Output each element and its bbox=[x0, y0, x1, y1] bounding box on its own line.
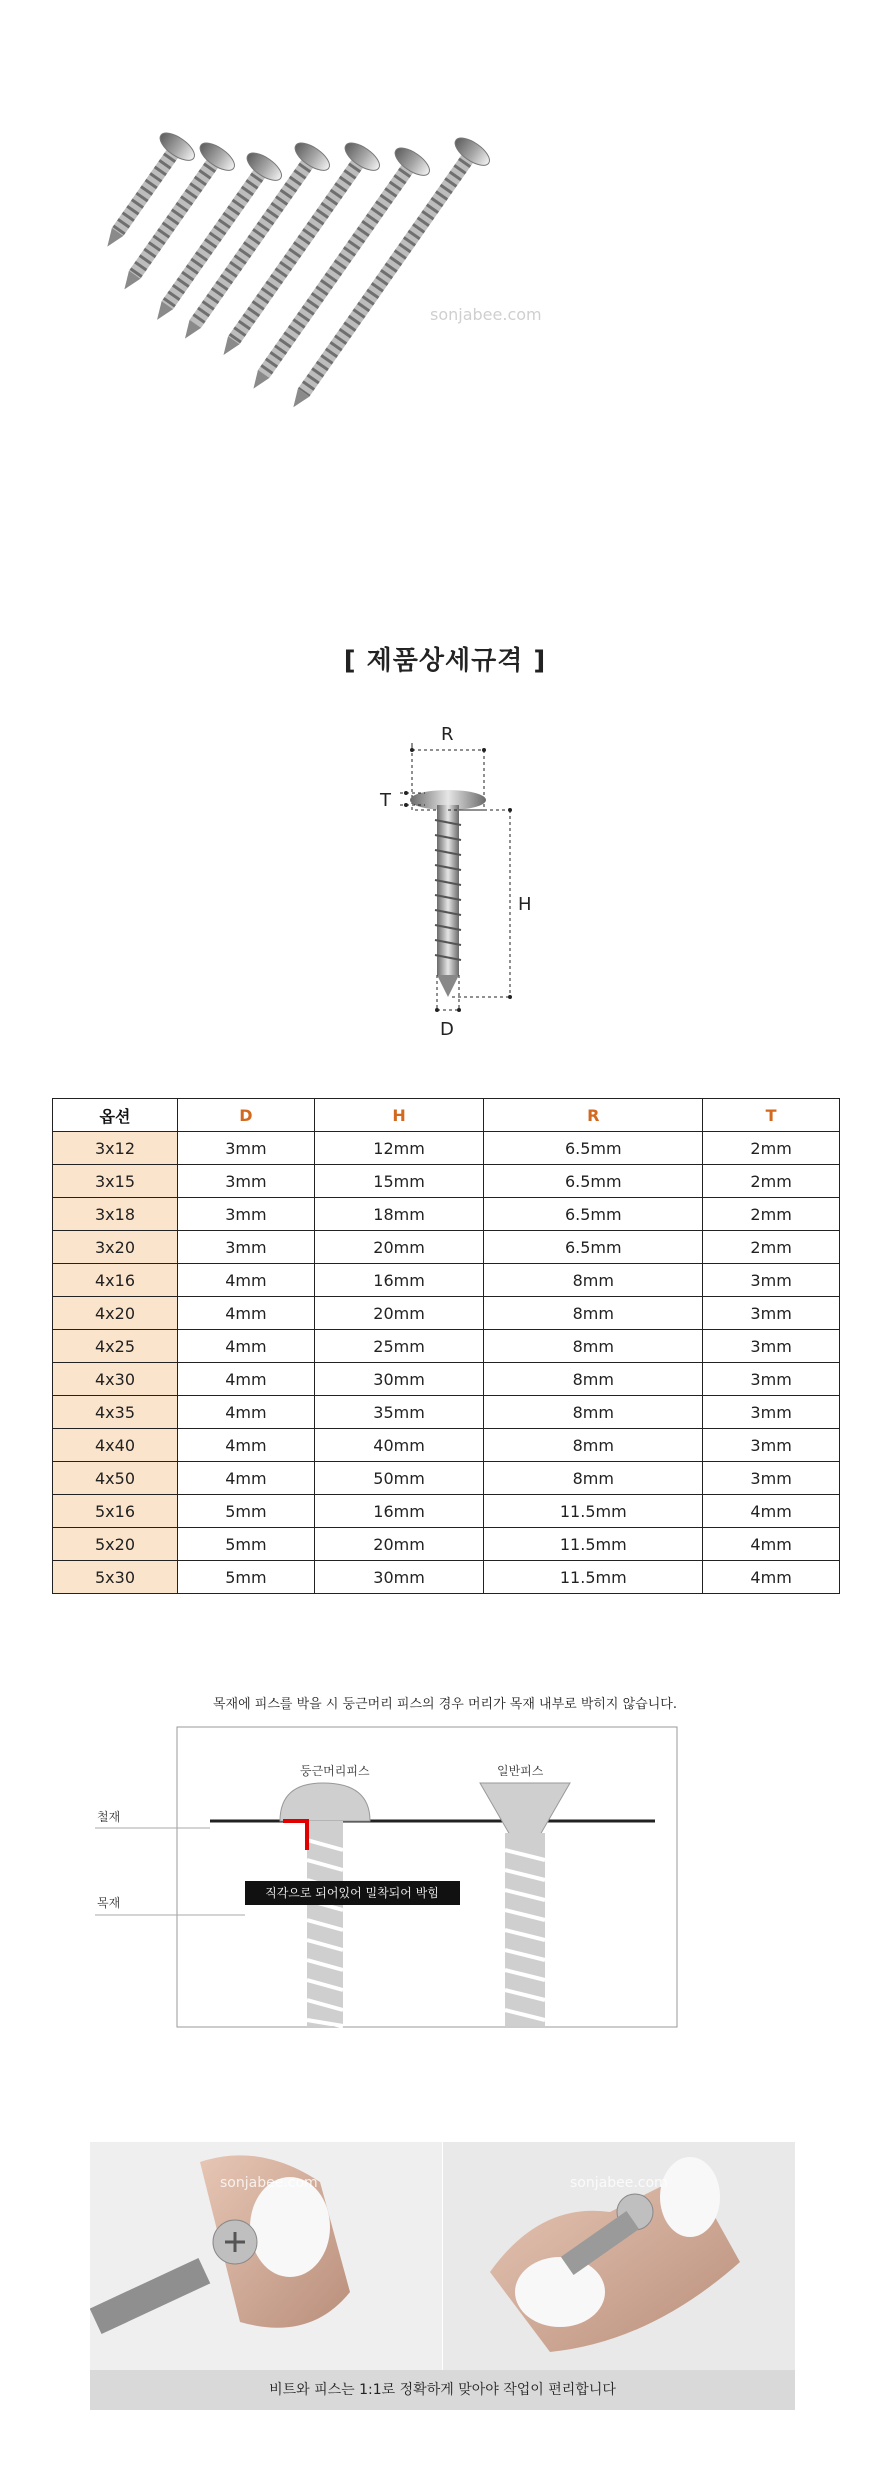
table-row bbox=[53, 1462, 840, 1495]
option-cell: 4x30 bbox=[53, 1363, 178, 1396]
value-cell: 18mm bbox=[314, 1198, 484, 1231]
value-cell: 3mm bbox=[178, 1231, 315, 1264]
section-title: [ 제품상세규격 ] bbox=[343, 646, 547, 676]
value-cell: 6.5mm bbox=[484, 1132, 703, 1165]
spec-dimension-diagram bbox=[340, 725, 550, 1045]
value-cell: 3mm bbox=[703, 1396, 840, 1429]
option-cell: 4x16 bbox=[53, 1264, 178, 1297]
option-cell: 4x35 bbox=[53, 1396, 178, 1429]
value-cell: 16mm bbox=[314, 1264, 484, 1297]
value-cell: 11.5mm bbox=[484, 1495, 703, 1528]
table-row bbox=[53, 1396, 840, 1429]
table-row bbox=[53, 1231, 840, 1264]
table-row bbox=[53, 1198, 840, 1231]
steel-label: 철재 bbox=[97, 1810, 121, 1824]
value-cell: 2mm bbox=[703, 1132, 840, 1165]
option-cell: 5x30 bbox=[53, 1561, 178, 1594]
header-r: R bbox=[484, 1099, 703, 1132]
screw-image bbox=[91, 128, 199, 258]
label-t: T bbox=[380, 790, 391, 811]
table-row bbox=[53, 1528, 840, 1561]
value-cell: 8mm bbox=[484, 1264, 703, 1297]
header-t: T bbox=[703, 1099, 840, 1132]
screw-image bbox=[237, 143, 434, 400]
value-cell: 2mm bbox=[703, 1231, 840, 1264]
value-cell: 6.5mm bbox=[484, 1198, 703, 1231]
photo-caption: 비트와 피스는 1:1로 정확하게 맞아야 작업이 편리합니다 bbox=[90, 2370, 795, 2410]
value-cell: 8mm bbox=[484, 1462, 703, 1495]
option-cell: 4x50 bbox=[53, 1462, 178, 1495]
value-cell: 3mm bbox=[703, 1264, 840, 1297]
value-cell: 8mm bbox=[484, 1330, 703, 1363]
value-cell: 3mm bbox=[703, 1330, 840, 1363]
value-cell: 4mm bbox=[703, 1528, 840, 1561]
value-cell: 30mm bbox=[314, 1363, 484, 1396]
callout-text: 직각으로 되어있어 밀착되어 박힘 bbox=[265, 1886, 439, 1900]
value-cell: 6.5mm bbox=[484, 1231, 703, 1264]
header-h: H bbox=[314, 1099, 484, 1132]
table-row bbox=[53, 1363, 840, 1396]
spec-table bbox=[52, 1098, 840, 1594]
option-cell: 3x18 bbox=[53, 1198, 178, 1231]
option-cell: 3x12 bbox=[53, 1132, 178, 1165]
diagram-caption: 목재에 피스를 박을 시 둥근머리 피스의 경우 머리가 목재 내부로 박히지 않습니다. bbox=[212, 1697, 677, 1712]
table-row bbox=[53, 1165, 840, 1198]
value-cell: 12mm bbox=[314, 1132, 484, 1165]
table-header-row bbox=[53, 1099, 840, 1132]
wood-label: 목재 bbox=[97, 1896, 121, 1910]
table-row bbox=[53, 1132, 840, 1165]
value-cell: 8mm bbox=[484, 1297, 703, 1330]
table-row bbox=[53, 1429, 840, 1462]
label-h: H bbox=[518, 894, 532, 915]
value-cell: 11.5mm bbox=[484, 1561, 703, 1594]
value-cell: 3mm bbox=[703, 1363, 840, 1396]
option-cell: 4x40 bbox=[53, 1429, 178, 1462]
screws-product-photo bbox=[0, 0, 890, 560]
screw-image bbox=[277, 133, 494, 419]
value-cell: 4mm bbox=[703, 1495, 840, 1528]
table-row bbox=[53, 1561, 840, 1594]
value-cell: 5mm bbox=[178, 1561, 315, 1594]
screw-comparison-diagram bbox=[95, 1725, 725, 2035]
label-r: R bbox=[441, 725, 454, 745]
option-cell: 3x15 bbox=[53, 1165, 178, 1198]
value-cell: 2mm bbox=[703, 1165, 840, 1198]
value-cell: 3mm bbox=[703, 1297, 840, 1330]
value-cell: 15mm bbox=[314, 1165, 484, 1198]
screw-tip-shape bbox=[437, 975, 459, 997]
value-cell: 3mm bbox=[178, 1165, 315, 1198]
value-cell: 30mm bbox=[314, 1561, 484, 1594]
option-cell: 5x20 bbox=[53, 1528, 178, 1561]
value-cell: 11.5mm bbox=[484, 1528, 703, 1561]
value-cell: 20mm bbox=[314, 1528, 484, 1561]
value-cell: 3mm bbox=[703, 1429, 840, 1462]
value-cell: 4mm bbox=[178, 1363, 315, 1396]
value-cell: 5mm bbox=[178, 1495, 315, 1528]
value-cell: 4mm bbox=[703, 1561, 840, 1594]
value-cell: 4mm bbox=[178, 1330, 315, 1363]
value-cell: 4mm bbox=[178, 1462, 315, 1495]
table-row bbox=[53, 1495, 840, 1528]
header-d: D bbox=[178, 1099, 315, 1132]
value-cell: 25mm bbox=[314, 1330, 484, 1363]
screw-shaft-shape bbox=[437, 805, 459, 975]
option-cell: 3x20 bbox=[53, 1231, 178, 1264]
header-option: 옵션 bbox=[53, 1099, 178, 1132]
value-cell: 20mm bbox=[314, 1297, 484, 1330]
table-row bbox=[53, 1264, 840, 1297]
value-cell: 16mm bbox=[314, 1495, 484, 1528]
option-cell: 5x16 bbox=[53, 1495, 178, 1528]
diagram-frame bbox=[177, 1727, 677, 2027]
option-cell: 4x20 bbox=[53, 1297, 178, 1330]
label-d: D bbox=[440, 1019, 454, 1040]
watermark-right: sonjabee.com bbox=[570, 2175, 668, 2191]
value-cell: 4mm bbox=[178, 1396, 315, 1429]
value-cell: 5mm bbox=[178, 1528, 315, 1561]
round-head-label: 둥근머리피스 bbox=[300, 1764, 370, 1778]
value-cell: 3mm bbox=[178, 1132, 315, 1165]
table-row bbox=[53, 1297, 840, 1330]
value-cell: 4mm bbox=[178, 1264, 315, 1297]
value-cell: 2mm bbox=[703, 1198, 840, 1231]
value-cell: 3mm bbox=[703, 1462, 840, 1495]
value-cell: 6.5mm bbox=[484, 1165, 703, 1198]
flat-head-label: 일반피스 bbox=[497, 1764, 544, 1778]
value-cell: 8mm bbox=[484, 1396, 703, 1429]
value-cell: 40mm bbox=[314, 1429, 484, 1462]
table-row bbox=[53, 1330, 840, 1363]
value-cell: 4mm bbox=[178, 1429, 315, 1462]
value-cell: 8mm bbox=[484, 1429, 703, 1462]
value-cell: 50mm bbox=[314, 1462, 484, 1495]
watermark-left: sonjabee.com bbox=[220, 2175, 318, 2191]
value-cell: 8mm bbox=[484, 1363, 703, 1396]
value-cell: 20mm bbox=[314, 1231, 484, 1264]
value-cell: 35mm bbox=[314, 1396, 484, 1429]
value-cell: 4mm bbox=[178, 1297, 315, 1330]
option-cell: 4x25 bbox=[53, 1330, 178, 1363]
watermark-text: sonjabee.com bbox=[430, 305, 542, 324]
value-cell: 3mm bbox=[178, 1198, 315, 1231]
